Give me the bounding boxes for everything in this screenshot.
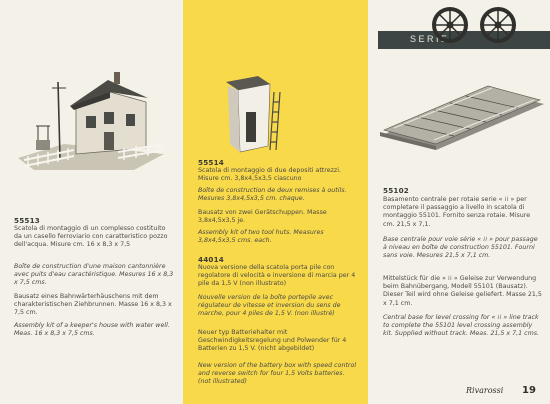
item-text-de: Mittelstück für die « ⁞⁞ » Geleise zur Verwendung beim Bahnübergang, Modell 55101 (Bausatz). Dieser Teil wird ohne Geleise geliefert. Masse 21,5 x 7,1 cm. — [383, 275, 542, 307]
item-code: 55102 — [383, 186, 410, 195]
brand-logo: Rivarossi — [466, 386, 504, 395]
keepers-house-image — [14, 62, 174, 174]
item-text-en: Central base for level crossing for « ⁞⁞ » line track to complete the 55101 level crossing assembly kit. Supplied without track. Meas. 21,5 x 7,1 cms. — [383, 314, 540, 338]
item-text-en: Assembly kit of a keeper's house with water well. Meas. 16 x 8,3 x 7,5 cms. — [14, 322, 170, 338]
item-text-de: Neuer typ Batteriehalter mit Geschwindigkeitsregelung und Polwender für 4 Batterien zu 1,5 V. (nicht abgebildet) — [198, 329, 347, 353]
item-text-it: Scatola di montaggio di un complesso costituito da un casello ferroviario con caratteristico pozzo dell'acqua. Misure cm. 16 x 8,3 x 7,5 — [14, 225, 168, 249]
item-text-de: Bausatz von zwei Gerätschuppen. Masse 3,8x4,5x3,5 je. — [198, 209, 327, 225]
level-crossing-base-image — [374, 66, 550, 150]
item-text-it: Nuova versione della scatola porta pile con regolatore di velocità e inversione di marcia per 4 pile da 1,5 V (non illustrato) — [198, 264, 356, 288]
item-text-fr: Base centrale pour voie série « ⁞⁞ » pour passage à niveau en boîte de construction 55101. Fourni sans voie. Mesures 21,5 x 7,1 cm. — [383, 236, 538, 260]
item-code: 55513 — [14, 216, 41, 225]
item-text-it: Basamento centrale per rotaie serie « ⁞⁞ » per completare il passaggio a livello in scatola di montaggio 55101. Fornito senza rotaie. Misure cm. 21,5 x 7,1. — [383, 196, 531, 228]
item-text-fr: Nouvelle version de la boîte portepile avec régulateur de vitesse et inversion du sens de marche, pour 4 piles de 1,5 V. (non illustré) — [198, 294, 341, 318]
wheels-logo-icon — [428, 5, 524, 45]
item-text-fr: Boîte de construction d'une maison cantonnière avec puits d'eau caractéristique. Mesures 16 x 8,3 x 7,5 cms. — [14, 263, 174, 287]
serie-label: SERIE — [410, 34, 450, 44]
item-code: 44014 — [198, 255, 225, 264]
item-text-en: Assembly kit of two tool huts. Measures 3,8x4,5x3,5 cms. each. — [198, 229, 324, 245]
item-text-en: New version of the battery box with speed control and reverse switch for four 1,5 Volts batteries. (not illustrated) — [198, 362, 357, 386]
left-column — [0, 0, 183, 404]
item-code: 55514 — [198, 158, 225, 167]
tool-huts-image — [212, 72, 292, 158]
item-text-it: Scatola di montaggio di due depositi attrezzi. Misure cm. 3,8x4,5x3,5 ciascuno — [198, 167, 341, 183]
item-text-de: Bausatz eines Bahnwärterhäuschens mit dem charakteristischen Ziehbrunnen. Masse 16 x 8,3 x 7,5 cm. — [14, 293, 172, 317]
item-text-fr: Boîte de construction de deux remises à outils. Mesures 3,8x4,5x3,5 cm. chaque. — [198, 187, 347, 203]
page-number: 19 — [522, 385, 536, 396]
